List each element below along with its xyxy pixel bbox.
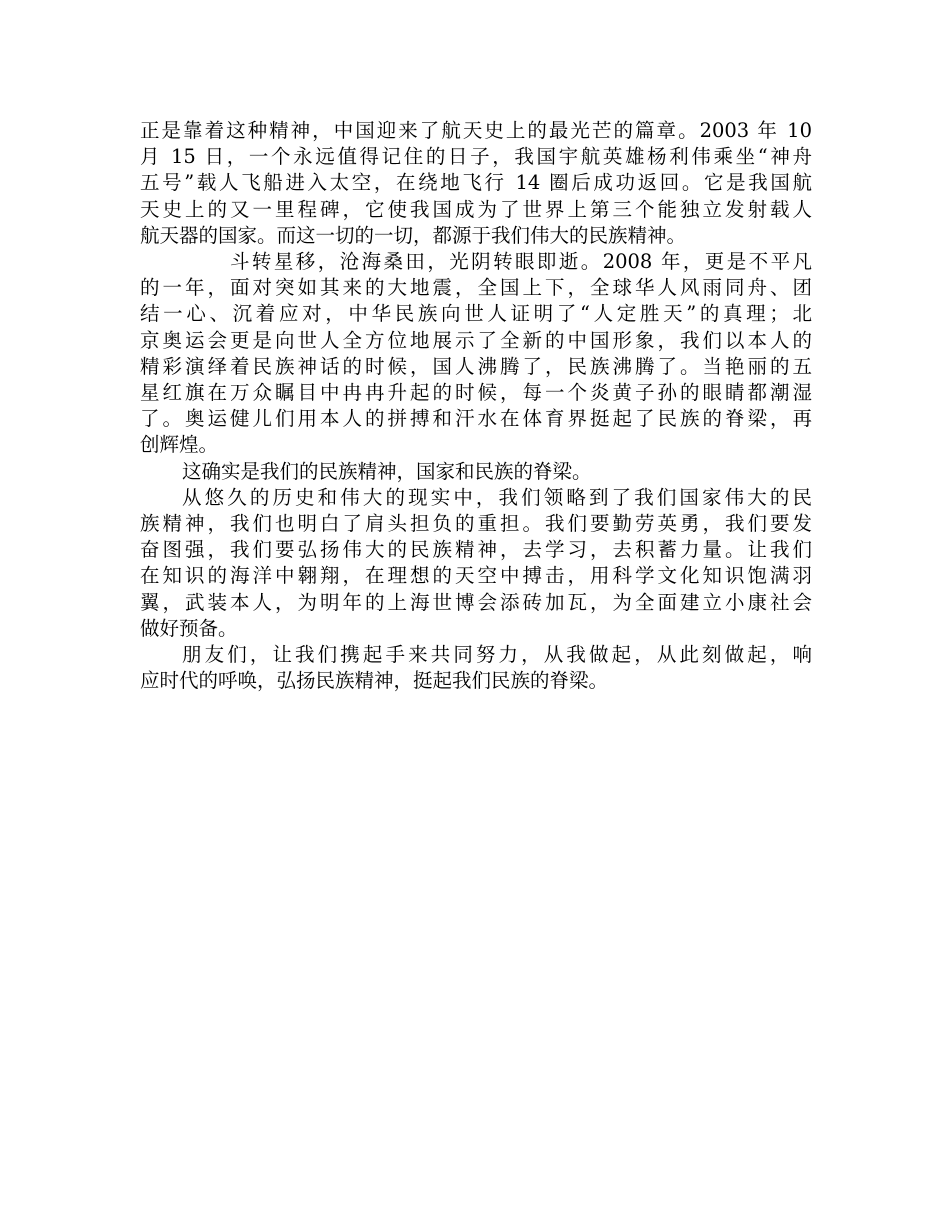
paragraph-2-line-3: 结一心、沉着应对，中华民族向世人证明了“人定胜天”的真理；北 [140,302,812,326]
paragraph-2-line-8: 创辉煌。 [140,433,219,457]
paragraph-2-line-6: 星红旗在万众瞩目中冉冉升起的时候，每一个炎黄子孙的眼睛都潮湿 [140,381,812,405]
paragraph-4-line-2: 族精神，我们也明白了肩头担负的重担。我们要勤劳英勇，我们要发 [140,512,812,536]
paragraph-4-line-5: 翼，武装本人，为明年的上海世博会添砖加瓦，为全面建立小康社会 [140,590,812,614]
paragraph-3-line-1: 这确实是我们的民族精神，国家和民族的脊梁。 [182,459,592,483]
paragraph-2-line-2: 的一年，面对突如其来的大地震，全国上下，全球华人风雨同舟、团 [140,276,812,300]
paragraph-1-line-3: 五号”载人飞船进入太空，在绕地飞行 14 圈后成功返回。它是我国航 [140,171,812,195]
paragraph-5-line-2: 应时代的呼唤，弘扬民族精神，挺起我们民族的脊梁。 [140,669,609,693]
paragraph-2-line-5: 精彩演绎着民族神话的时候，国人沸腾了，民族沸腾了。当艳丽的五 [140,354,812,378]
paragraph-4-line-6: 做好预备。 [140,616,238,640]
paragraph-4-line-1: 从悠久的历史和伟大的现实中，我们领略到了我们国家伟大的民 [182,485,812,509]
paragraph-4-line-4: 在知识的海洋中翱翔，在理想的天空中搏击，用科学文化知识饱满羽 [140,564,812,588]
paragraph-4-line-3: 奋图强，我们要弘扬伟大的民族精神，去学习，去积蓄力量。让我们 [140,538,812,562]
paragraph-2-line-1: 斗转星移，沧海桑田，光阴转眼即逝。2008 年，更是不平凡 [230,250,812,274]
paragraph-1-line-2: 月 15 日，一个永远值得记住的日子，我国宇航英雄杨利伟乘坐“神舟 [140,145,812,169]
paragraph-5-line-1: 朋友们，让我们携起手来共同努力，从我做起，从此刻做起，响 [182,643,812,667]
paragraph-1-line-1: 正是靠着这种精神，中国迎来了航天史上的最光芒的篇章。2003 年 10 [140,119,812,142]
paragraph-1-line-4: 天史上的又一里程碑，它使我国成为了世界上第三个能独立发射载人 [140,197,812,221]
body-text [140,118,812,694]
paragraph-1-line-5: 航天器的国家。而这一切的一切，都源于我们伟大的民族精神。 [140,223,687,247]
paragraph-2-line-4: 京奥运会更是向世人全方位地展示了全新的中国形象，我们以本人的 [140,328,812,352]
paragraph-2-line-7: 了。奥运健儿们用本人的拼搏和汗水在体育界挺起了民族的脊梁，再 [140,407,812,431]
